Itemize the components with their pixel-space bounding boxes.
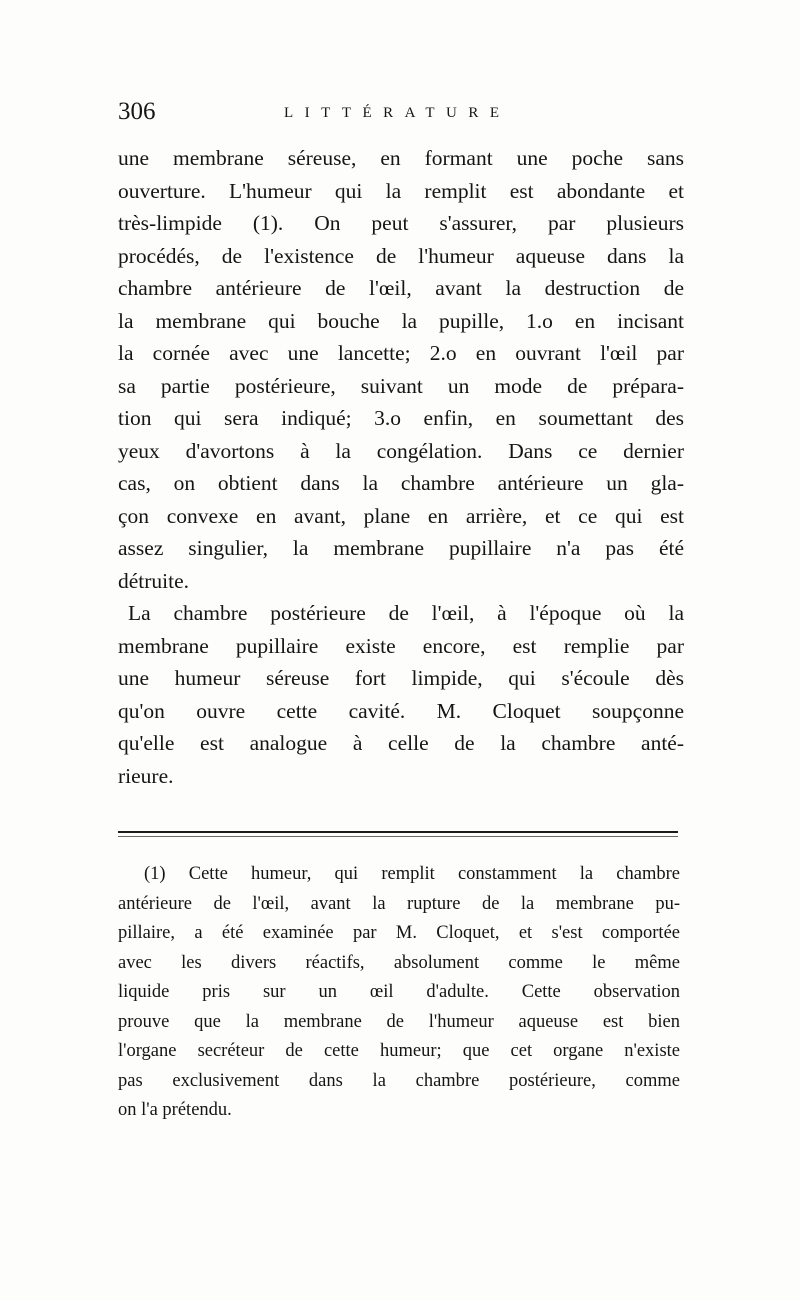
footnote-line: (1) Cette humeur, qui remplit constamment la chambre [144, 864, 680, 884]
footnote-line: avec les divers réactifs, absolument comme le même [118, 952, 680, 973]
footnote [118, 860, 680, 1126]
page-number: 306 [118, 98, 156, 125]
text-line: çon convexe en avant, plane en arrière, et ce qui est [118, 503, 684, 528]
text-line: procédés, de l'existence de l'humeur aqueuse dans la [118, 243, 684, 268]
main-text [118, 142, 684, 792]
text-line: assez singulier, la membrane pupillaire n'a pas été [118, 536, 684, 560]
text-line: yeux d'avortons à la congélation. Dans ce dernier [118, 438, 684, 463]
text-line: la cornée avec une lancette; 2.o en ouvrant l'œil par [118, 341, 684, 365]
text-line: membrane pupillaire existe encore, est remplie par [118, 633, 684, 658]
footnote-line: antérieure de l'œil, avant la rupture de la membrane pu- [118, 893, 680, 914]
text-line: qu'on ouvre cette cavité. M. Cloquet soupçonne [118, 698, 684, 723]
text-line: la membrane qui bouche la pupille, 1.o en incisant [118, 308, 684, 333]
paragraph-2 [118, 597, 684, 792]
text-line: La chambre postérieure de l'œil, à l'époque où la [128, 601, 684, 625]
footnote-line: pas exclusivement dans la chambre postérieure, comme [118, 1070, 680, 1091]
text-line: cas, on obtient dans la chambre antérieure un gla- [118, 471, 684, 495]
section-title: LITTÉRATURE [284, 105, 511, 121]
footnote-line: l'organe secréteur de cette humeur; que cet organe n'existe [118, 1041, 680, 1061]
footnote-line: prouve que la membrane de l'humeur aqueuse est bien [118, 1011, 680, 1032]
text-line: ouverture. L'humeur qui la remplit est abondante et [118, 178, 684, 203]
footnote-line: pillaire, a été examinée par M. Cloquet, et s'est comportée [118, 923, 680, 943]
text-line: qu'elle est analogue à celle de la chambre anté- [118, 731, 684, 755]
text-line: sa partie postérieure, suivant un mode de prépara- [118, 373, 684, 398]
text-line: une membrane séreuse, en formant une poche sans [118, 146, 684, 170]
footnote-line: liquide pris sur un œil d'adulte. Cette observation [118, 982, 680, 1002]
text-line: détruite. [118, 568, 190, 593]
text-line: une humeur séreuse fort limpide, qui s'écoule dès [118, 666, 684, 690]
footnote-line: on l'a prétendu. [118, 1100, 232, 1120]
footnote-rule-thin [118, 836, 678, 837]
text-line: rieure. [118, 763, 174, 788]
text-line: tion qui sera indiqué; 3.o enfin, en soumettant des [118, 406, 684, 430]
footnote-rule [118, 831, 678, 833]
text-line: très-limpide (1). On peut s'assurer, par plusieurs [118, 211, 684, 235]
text-line: chambre antérieure de l'œil, avant la destruction de [118, 276, 684, 300]
paragraph-1 [118, 142, 684, 597]
running-head [118, 98, 682, 134]
